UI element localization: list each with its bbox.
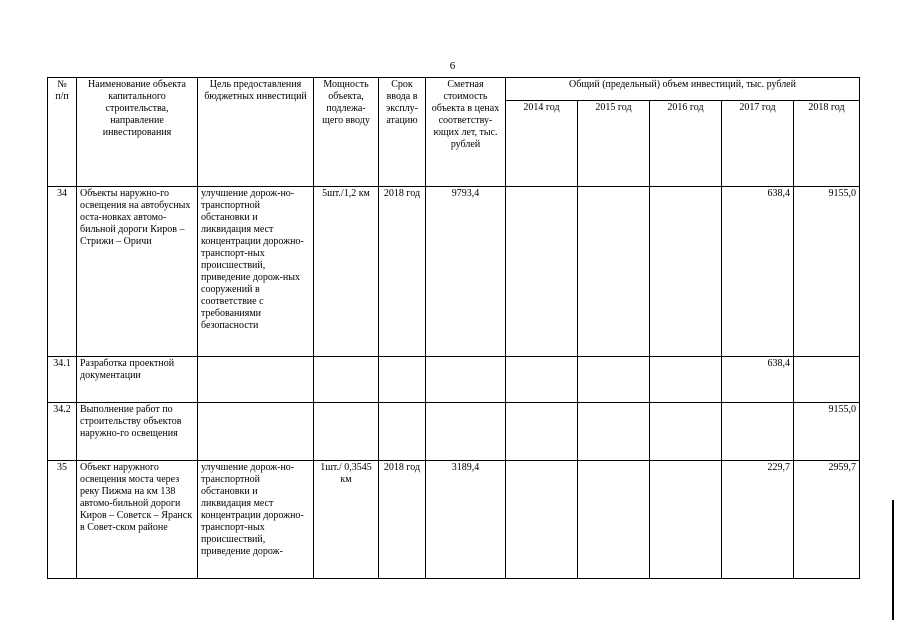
cell-2018: 2959,7 — [794, 461, 860, 579]
header-year-2014: 2014 год — [506, 101, 578, 187]
cell-2017 — [722, 403, 794, 461]
cell-cost — [426, 403, 506, 461]
header-term: Срок ввода в эксплу-атацию — [379, 78, 426, 187]
cell-capacity — [314, 403, 379, 461]
cell-2017: 638,4 — [722, 357, 794, 403]
cell-2014 — [506, 357, 578, 403]
header-year-2016: 2016 год — [650, 101, 722, 187]
cell-term: 2018 год — [379, 187, 426, 357]
investment-table — [47, 77, 860, 579]
cell-goal: улучшение дорож-но-транспортной обстановки и ликвидация мест концентрации дорожно-транспорт-ных происшествий, приведение дорож-ных сооружений в соответствие с требованиями безопасности — [198, 187, 314, 357]
cell-capacity: 1шт./ 0,3545 км — [314, 461, 379, 579]
cell-capacity — [314, 357, 379, 403]
header-year-2017: 2017 год — [722, 101, 794, 187]
header-cost: Сметная стоимость объекта в ценах соответству-ющих лет, тыс. рублей — [426, 78, 506, 187]
cell-term — [379, 403, 426, 461]
header-goal: Цель предоставления бюджетных инвестиций — [198, 78, 314, 187]
cell-2017: 229,7 — [722, 461, 794, 579]
cell-2016 — [650, 461, 722, 579]
cell-2014 — [506, 403, 578, 461]
cell-2016 — [650, 357, 722, 403]
cell-goal: улучшение дорож-но-транспортной обстановки и ликвидация мест концентрации дорожно-транспорт-ных происшествий, приведение дорож- — [198, 461, 314, 579]
cell-2018: 9155,0 — [794, 403, 860, 461]
cell-num: 34.1 — [48, 357, 77, 403]
table-row — [48, 403, 860, 461]
header-capacity: Мощность объекта, подлежа-щего вводу — [314, 78, 379, 187]
cell-name: Выполнение работ по строительству объектов наружно-го освещения — [77, 403, 198, 461]
scan-edge-line — [892, 500, 894, 620]
cell-2016 — [650, 187, 722, 357]
header-row-1 — [48, 78, 860, 101]
cell-2015 — [578, 403, 650, 461]
cell-2015 — [578, 357, 650, 403]
cell-num: 34.2 — [48, 403, 77, 461]
cell-goal — [198, 403, 314, 461]
cell-2017: 638,4 — [722, 187, 794, 357]
table-row — [48, 357, 860, 403]
cell-term: 2018 год — [379, 461, 426, 579]
cell-2018: 9155,0 — [794, 187, 860, 357]
header-year-2018: 2018 год — [794, 101, 860, 187]
header-num: № п/п — [48, 78, 77, 187]
page-number: 6 — [449, 60, 456, 72]
cell-name: Объекты наружно-го освещения на автобусных оста-новках автомо-бильной дороги Киров – Стрижи – Оричи — [77, 187, 198, 357]
cell-term — [379, 357, 426, 403]
cell-capacity: 5шт./1,2 км — [314, 187, 379, 357]
cell-2018 — [794, 357, 860, 403]
cell-2014 — [506, 461, 578, 579]
table-row — [48, 461, 860, 579]
cell-2015 — [578, 187, 650, 357]
cell-cost: 3189,4 — [426, 461, 506, 579]
cell-num: 35 — [48, 461, 77, 579]
header-year-2015: 2015 год — [578, 101, 650, 187]
header-invest: Общий (предельный) объем инвестиций, тыс. рублей — [506, 78, 860, 101]
header-name: Наименование объекта капитального строительства, направление инвестирования — [77, 78, 198, 187]
cell-cost: 9793,4 — [426, 187, 506, 357]
cell-2015 — [578, 461, 650, 579]
cell-cost — [426, 357, 506, 403]
cell-goal — [198, 357, 314, 403]
cell-name: Разработка проектной документации — [77, 357, 198, 403]
cell-name: Объект наружного освещения моста через реку Пижма на км 138 автомо-бильной дороги Киров – Советск – Яранск в Совет-ском районе — [77, 461, 198, 579]
cell-2014 — [506, 187, 578, 357]
cell-2016 — [650, 403, 722, 461]
cell-num: 34 — [48, 187, 77, 357]
table-row — [48, 187, 860, 357]
